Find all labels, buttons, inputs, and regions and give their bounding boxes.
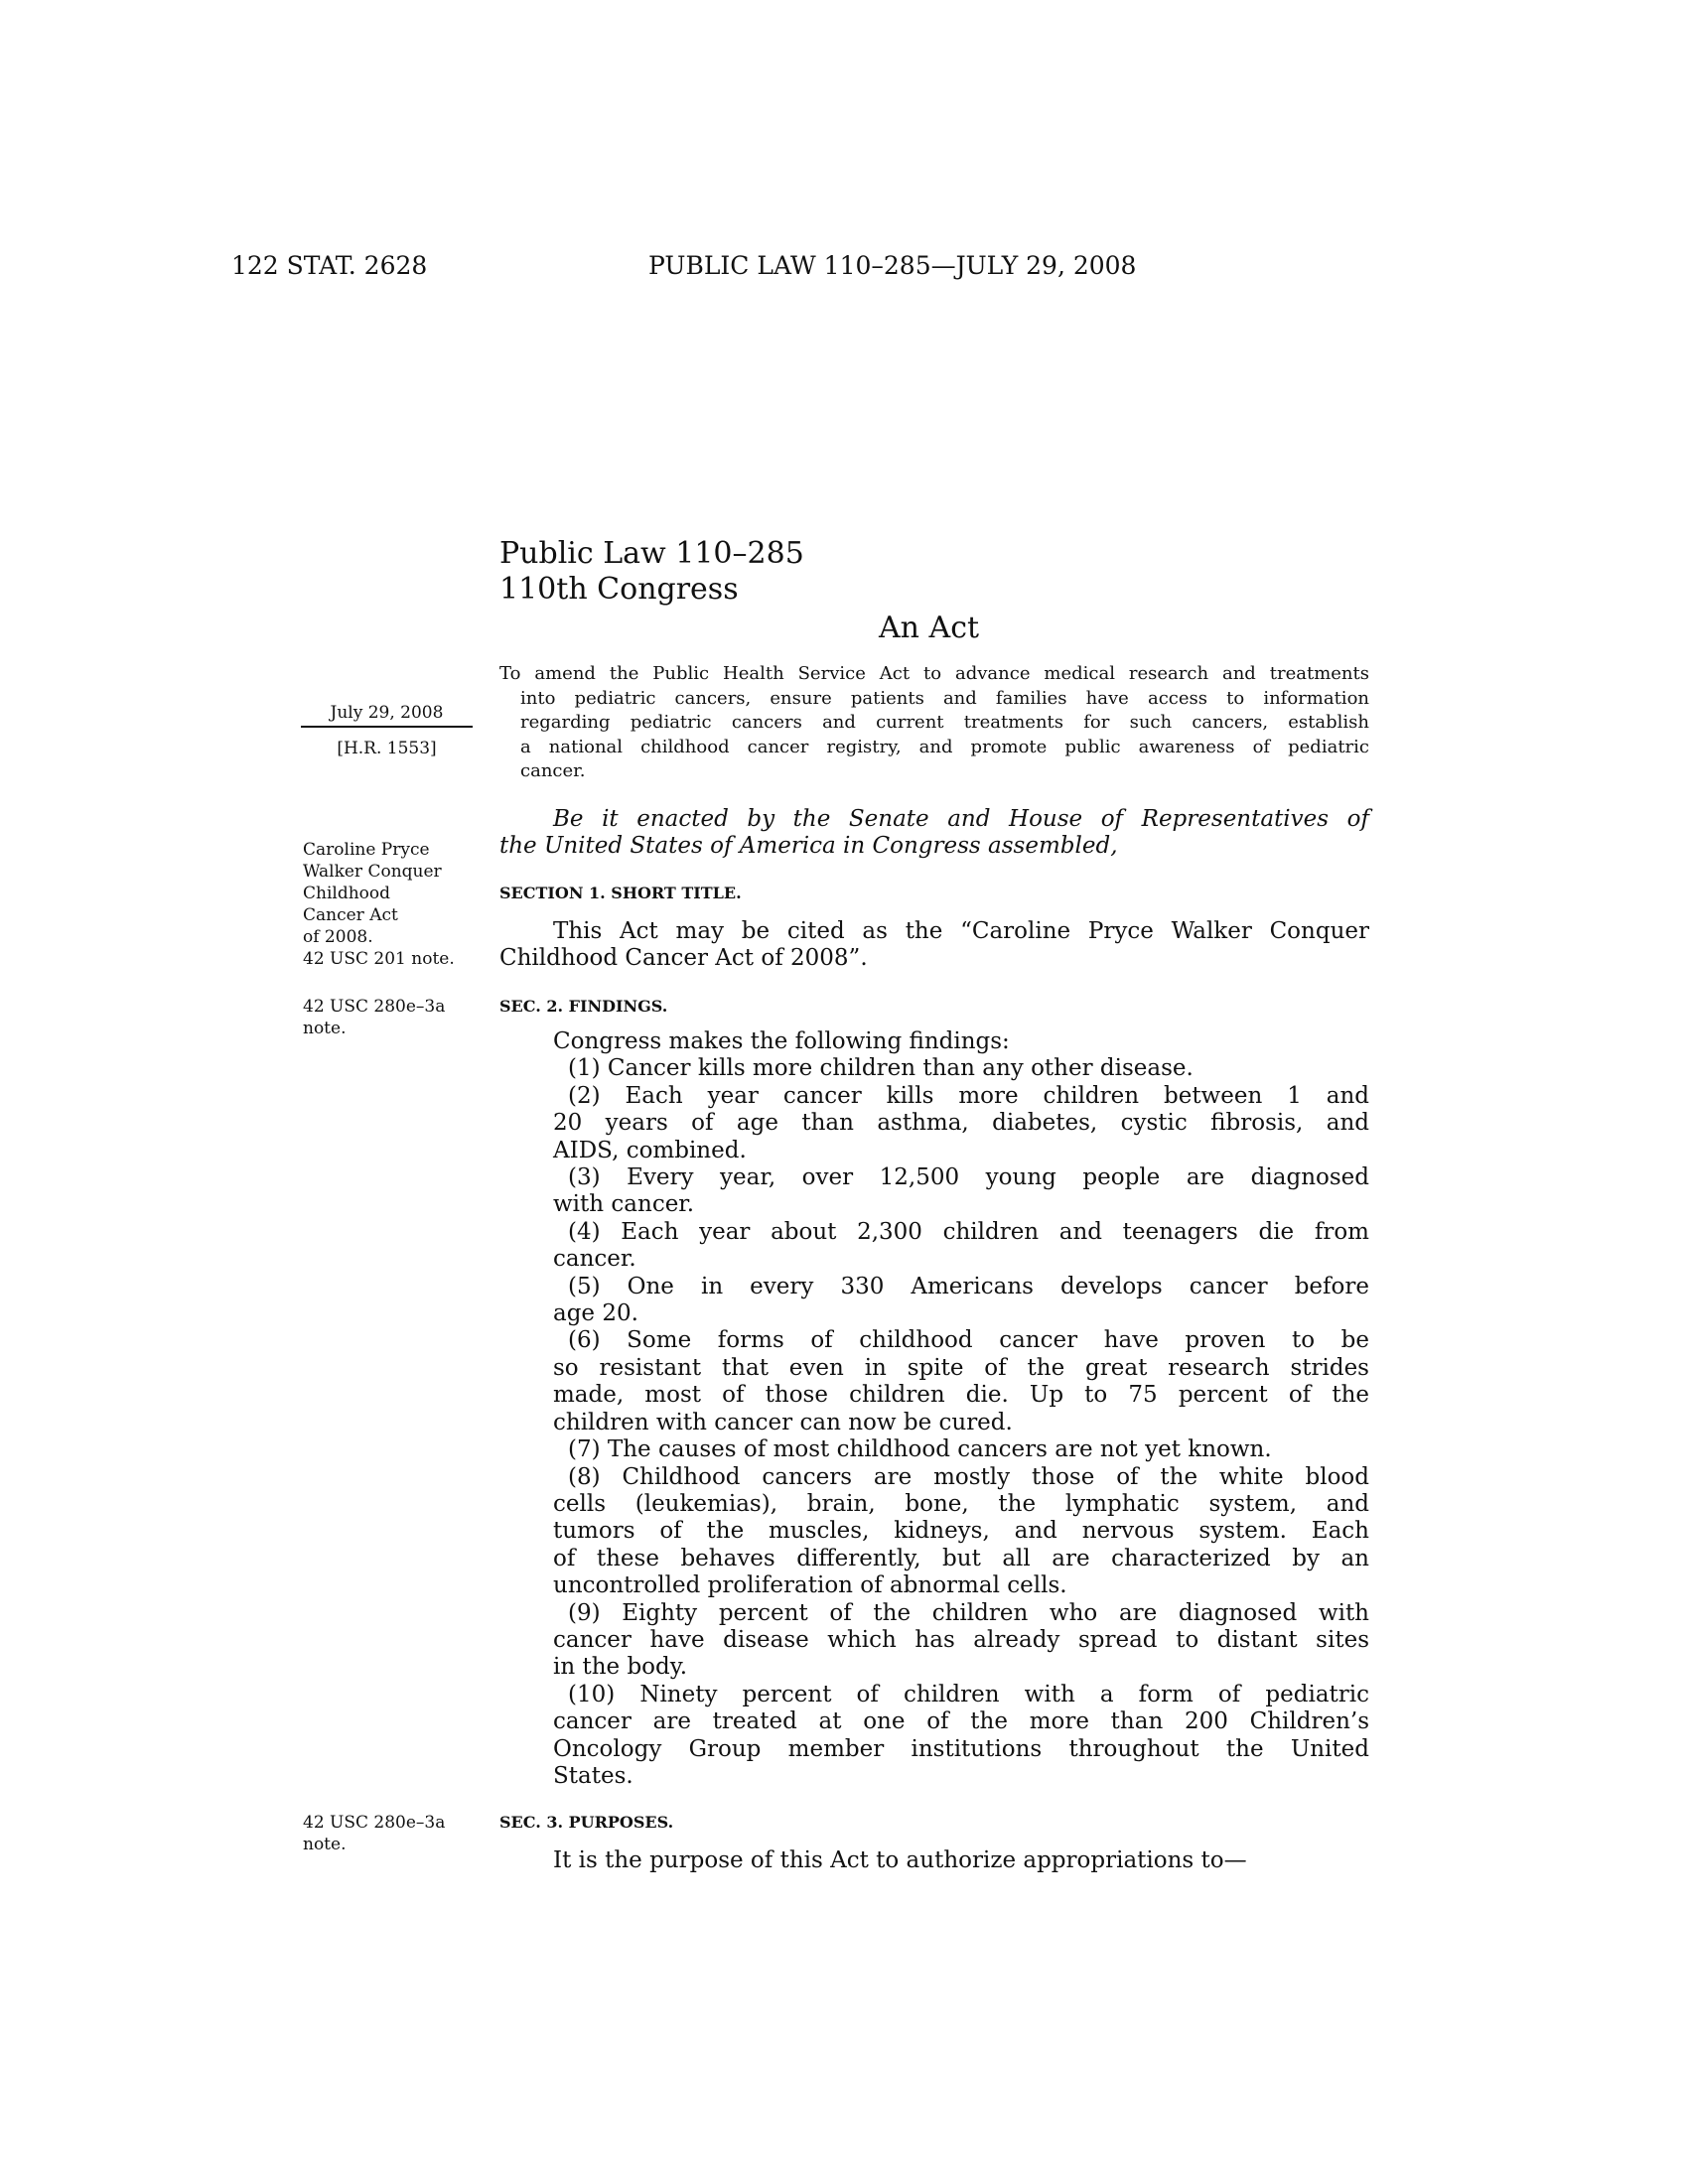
finding-line: uncontrolled proliferation of abnormal cells.	[553, 1572, 1067, 1599]
finding-line: 20 years of age than asthma, diabetes, cystic fibrosis, and	[553, 1110, 1369, 1137]
enacting-line: the United States of America in Congress assembled,	[499, 833, 1118, 860]
finding-item	[553, 1164, 1369, 1219]
margin-note-line: Caroline Pryce	[303, 840, 430, 860]
finding-line: (10) Ninety percent of children with a form of pediatric	[568, 1681, 1369, 1707]
margin-bill-number: [H.R. 1553]	[337, 739, 437, 758]
section-3-text	[499, 1847, 1369, 1874]
finding-item	[553, 1055, 1369, 1082]
purpose-line: into pediatric cancers, ensure patients and families have access to information	[520, 687, 1369, 709]
finding-line: Oncology Group member institutions throughout the United	[553, 1735, 1369, 1762]
finding-line: age 20.	[553, 1300, 638, 1327]
enacting-line: Be it enacted by the Senate and House of Representatives of	[553, 806, 1369, 832]
finding-item	[553, 1274, 1369, 1328]
margin-note-line: Cancer Act	[303, 905, 398, 925]
margin-note-line: note.	[303, 1019, 347, 1038]
finding-line: children with cancer can now be cured.	[553, 1409, 1013, 1435]
running-title: PUBLIC LAW 110–285—JULY 29, 2008	[648, 251, 1137, 280]
finding-line: (8) Childhood cancers are mostly those of the white blood	[568, 1463, 1369, 1490]
margin-rule	[301, 726, 473, 728]
finding-line: (9) Eighty percent of the children who are diagnosed with	[568, 1599, 1369, 1626]
act-purpose-paragraph	[499, 662, 1369, 784]
finding-line: (5) One in every 330 Americans develops cancer before	[568, 1273, 1369, 1299]
finding-item	[553, 1327, 1369, 1436]
finding-item	[553, 1219, 1369, 1274]
margin-note-sec2	[303, 996, 445, 1039]
purpose-line: a national childhood cancer registry, and promote public awareness of pediatric	[520, 736, 1369, 757]
finding-line: cancer have disease which has already spread to distant sites	[553, 1626, 1369, 1653]
margin-note-line: note.	[303, 1835, 347, 1854]
margin-note-line: 42 USC 201 note.	[303, 949, 455, 969]
margin-note-line: 42 USC 280e–3a	[303, 997, 446, 1017]
section-1-text	[499, 918, 1369, 973]
section-3-heading: SEC. 3. PURPOSES.	[499, 1813, 674, 1832]
finding-line: (3) Every year, over 12,500 young people are diagnosed	[568, 1164, 1369, 1191]
purpose-line: regarding pediatric cancers and current treatments for such cancers, establish	[520, 712, 1369, 734]
finding-line: in the body.	[553, 1654, 688, 1681]
short-title-line: Childhood Cancer Act of 2008”.	[499, 945, 868, 972]
finding-item	[553, 1436, 1369, 1463]
finding-line: cancer are treated at one of the more than 200 Children’s	[553, 1708, 1369, 1735]
margin-note-short-title	[303, 839, 455, 970]
finding-line: (7) The causes of most childhood cancers are not yet known.	[568, 1436, 1272, 1463]
section-1-heading: SECTION 1. SHORT TITLE.	[499, 884, 742, 902]
page-stat-number: 122 STAT. 2628	[231, 251, 428, 280]
finding-line: cells (leukemias), brain, bone, the lymphatic system, and	[553, 1490, 1369, 1517]
finding-line: cancer.	[553, 1246, 636, 1273]
finding-item	[553, 1083, 1369, 1164]
margin-note-line: Childhood	[303, 884, 391, 903]
margin-note-line: Walker Conquer	[303, 862, 442, 882]
congress-number: 110th Congress	[499, 572, 739, 607]
margin-note-sec3	[303, 1812, 445, 1855]
finding-line: (2) Each year cancer kills more children between 1 and	[568, 1082, 1369, 1109]
finding-item	[553, 1600, 1369, 1682]
purpose-line: cancer.	[520, 760, 586, 782]
finding-line: so resistant that even in spite of the great research strides	[553, 1354, 1369, 1381]
margin-note-line: of 2008.	[303, 927, 373, 947]
findings-intro: Congress makes the following findings:	[553, 1028, 1010, 1054]
margin-date: July 29, 2008	[330, 703, 444, 723]
finding-line: (1) Cancer kills more children than any other disease.	[568, 1055, 1194, 1082]
margin-note-line: 42 USC 280e–3a	[303, 1813, 446, 1833]
finding-line: made, most of those children die. Up to 75 percent of the	[553, 1382, 1369, 1409]
finding-line: of these behaves differently, but all are characterized by an	[553, 1545, 1369, 1571]
section-2-heading: SEC. 2. FINDINGS.	[499, 997, 668, 1016]
short-title-line: This Act may be cited as the “Caroline Pryce Walker Conquer	[553, 918, 1369, 944]
finding-line: (6) Some forms of childhood cancer have proven to be	[568, 1327, 1369, 1354]
finding-item	[553, 1464, 1369, 1600]
finding-line: (4) Each year about 2,300 children and teenagers die from	[568, 1218, 1369, 1245]
enacting-clause	[499, 806, 1369, 861]
finding-line: AIDS, combined.	[553, 1137, 747, 1163]
finding-line: States.	[553, 1762, 633, 1789]
purposes-intro: It is the purpose of this Act to authorize appropriations to—	[553, 1847, 1247, 1873]
public-law-number: Public Law 110–285	[499, 536, 804, 571]
act-heading: An Act	[879, 611, 980, 645]
findings-list	[553, 1028, 1369, 1790]
finding-line: tumors of the muscles, kidneys, and nervous system. Each	[553, 1518, 1369, 1545]
finding-line: with cancer.	[553, 1191, 695, 1218]
finding-item	[553, 1682, 1369, 1791]
purpose-line: To amend the Public Health Service Act to advance medical research and treatments	[499, 663, 1369, 684]
